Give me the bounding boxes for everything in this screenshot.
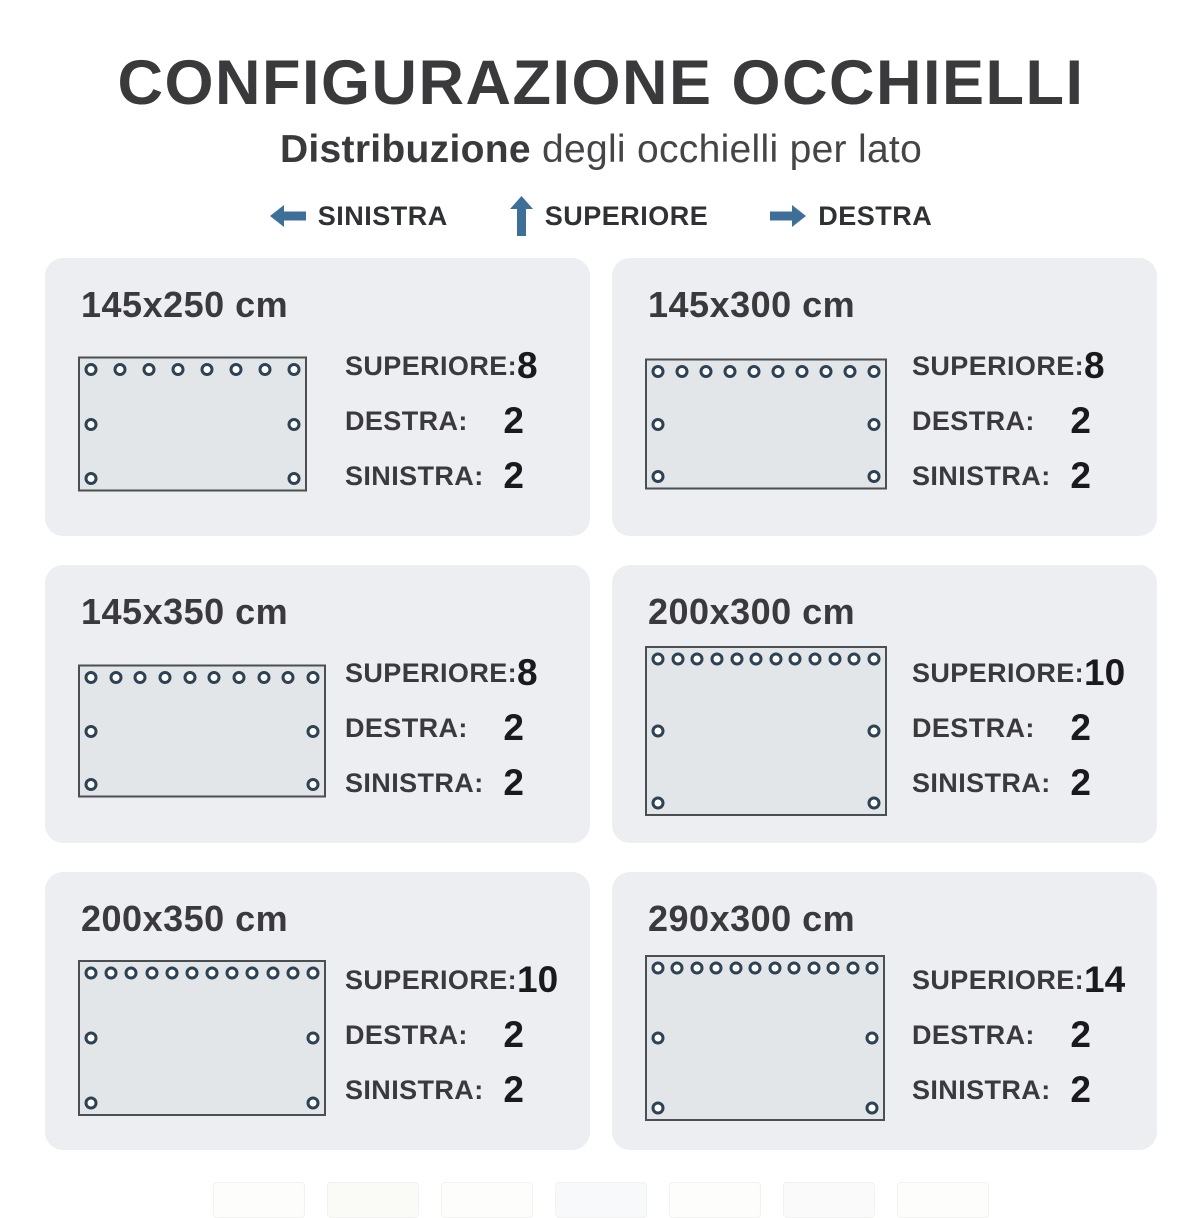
grommet-dot	[828, 653, 841, 666]
grommet-dot	[114, 363, 127, 376]
grommet-dot	[848, 653, 861, 666]
size-label: 145x250 cm	[81, 284, 289, 325]
stat-row-destra	[912, 1014, 1091, 1056]
stat-row-superiore	[912, 344, 1105, 387]
grommet-dot	[286, 967, 299, 980]
stat-value-destra: 2	[503, 706, 524, 748]
grommet-dot	[85, 1097, 98, 1110]
grommet-dot	[134, 671, 147, 684]
grommet-dot	[671, 962, 684, 975]
stat-value-destra: 2	[1070, 706, 1091, 748]
tarp-diagram	[78, 357, 307, 492]
grommet-dot	[866, 962, 879, 975]
stat-value-superiore: 10	[1084, 651, 1126, 693]
grommet-dot	[288, 363, 301, 376]
arrow-right-icon	[770, 203, 806, 229]
grommet-dot	[259, 363, 272, 376]
stat-value-superiore: 8	[517, 344, 538, 386]
tarp-diagram	[645, 955, 885, 1121]
grommet-dot	[749, 962, 762, 975]
card-body	[45, 320, 590, 528]
grommet-stats	[345, 344, 538, 497]
stat-label-destra: DESTRA:	[345, 405, 468, 436]
grommet-dot	[652, 725, 665, 738]
size-label: 145x350 cm	[81, 591, 289, 632]
stat-label-destra: DESTRA:	[912, 405, 1035, 436]
grommet-dot	[652, 1102, 665, 1115]
tarp-diagram	[78, 960, 326, 1116]
stat-value-superiore: 8	[517, 651, 538, 693]
grommet-dot	[868, 797, 881, 810]
size-card	[612, 258, 1157, 536]
grommet-dot	[729, 962, 742, 975]
legend-label: SINISTRA	[317, 200, 448, 231]
grommet-dot	[750, 653, 763, 666]
grommet-dot	[85, 363, 98, 376]
grommet-dot	[165, 967, 178, 980]
grommet-dot	[671, 653, 684, 666]
stat-label-superiore: SUPERIORE:	[912, 657, 1085, 688]
stat-label-destra: DESTRA:	[912, 1019, 1035, 1050]
grommet-dot	[85, 671, 98, 684]
stat-value-sinistra: 2	[1070, 454, 1091, 496]
grommet-dot	[844, 365, 857, 378]
stat-value-superiore: 8	[1084, 344, 1105, 386]
gallery-thumbnail[interactable]	[327, 1182, 419, 1218]
grommet-dot	[206, 967, 219, 980]
size-card	[612, 872, 1157, 1150]
grommet-dot	[109, 671, 122, 684]
size-label: 200x350 cm	[81, 898, 289, 939]
gallery-thumbnail-strip	[0, 1182, 1202, 1218]
stat-value-sinistra: 2	[503, 454, 524, 496]
stat-label-sinistra: SINISTRA:	[912, 1074, 1051, 1105]
grommet-dot	[266, 967, 279, 980]
grommet-dot	[85, 1032, 98, 1045]
grommet-dot	[866, 1032, 879, 1045]
grommet-dot	[246, 967, 259, 980]
size-card	[612, 565, 1157, 843]
grommet-dot	[730, 653, 743, 666]
grommet-dot	[257, 671, 270, 684]
grommet-dot	[768, 962, 781, 975]
size-label: 290x300 cm	[648, 898, 856, 939]
grommet-dot	[145, 967, 158, 980]
stat-value-destra: 2	[503, 1013, 524, 1055]
subtitle-bold: Distribuzione	[279, 128, 531, 172]
grommet-dot	[868, 365, 881, 378]
grommet-dot	[788, 962, 801, 975]
grommet-dot	[796, 365, 809, 378]
legend-label: DESTRA	[818, 200, 933, 231]
grommet-dot	[676, 365, 689, 378]
stat-row-superiore	[345, 651, 538, 694]
grommet-dot	[85, 418, 98, 431]
grommet-dot	[125, 967, 138, 980]
stat-value-destra: 2	[1070, 1013, 1091, 1055]
stat-label-superiore: SUPERIORE:	[345, 657, 518, 688]
stat-value-destra: 2	[1070, 399, 1091, 441]
grommet-dot	[691, 653, 704, 666]
grommet-dot	[183, 671, 196, 684]
grommet-dot	[809, 653, 822, 666]
grommet-dot	[233, 671, 246, 684]
size-card	[45, 565, 590, 843]
grommet-dot	[652, 470, 665, 483]
size-label: 145x300 cm	[648, 284, 856, 325]
stat-label-sinistra: SINISTRA:	[345, 767, 484, 798]
gallery-thumbnail[interactable]	[669, 1182, 761, 1218]
stat-row-superiore	[912, 958, 1126, 1001]
legend-item-superiore	[510, 196, 709, 236]
stat-value-sinistra: 2	[1070, 761, 1091, 803]
grommet-dot	[868, 470, 881, 483]
card-body	[612, 934, 1157, 1142]
grommet-dot	[85, 472, 98, 485]
grommet-dot	[307, 778, 320, 791]
grommet-dot	[652, 962, 665, 975]
card-body	[612, 627, 1157, 835]
stat-label-superiore: SUPERIORE:	[912, 964, 1085, 995]
legend	[0, 196, 1202, 236]
grommet-dot	[652, 418, 665, 431]
stat-value-sinistra: 2	[1070, 1068, 1091, 1110]
grommet-stats	[912, 651, 1126, 804]
stat-label-superiore: SUPERIORE:	[345, 350, 518, 381]
stat-label-sinistra: SINISTRA:	[345, 460, 484, 491]
grommet-dot	[282, 671, 295, 684]
grommet-dot	[288, 418, 301, 431]
grommet-dot	[85, 778, 98, 791]
grommet-dot	[288, 472, 301, 485]
grommet-dot	[143, 363, 156, 376]
grommet-dot	[185, 967, 198, 980]
grommet-dot	[820, 365, 833, 378]
grommet-dot	[652, 653, 665, 666]
grommet-dot	[652, 797, 665, 810]
stat-row-superiore	[345, 958, 559, 1001]
gallery-thumbnail[interactable]	[555, 1182, 647, 1218]
stat-row-sinistra	[912, 1069, 1091, 1111]
stat-value-superiore: 10	[517, 958, 559, 1000]
grommet-dot	[700, 365, 713, 378]
cards-grid	[45, 258, 1157, 1150]
grommet-stats	[912, 344, 1105, 497]
grommet-dot	[724, 365, 737, 378]
stat-row-sinistra	[912, 455, 1091, 497]
tarp-diagram	[78, 665, 326, 798]
arrow-up-icon	[510, 196, 533, 236]
grommet-dot	[710, 653, 723, 666]
gallery-thumbnail[interactable]	[783, 1182, 875, 1218]
grommet-dot	[307, 671, 320, 684]
legend-item-sinistra	[270, 201, 448, 232]
stat-value-sinistra: 2	[503, 761, 524, 803]
stat-value-destra: 2	[503, 399, 524, 441]
gallery-thumbnail[interactable]	[897, 1182, 989, 1218]
stat-row-superiore	[912, 651, 1126, 694]
grommet-dot	[208, 671, 221, 684]
grommet-dot	[868, 418, 881, 431]
stat-row-destra	[345, 400, 524, 442]
stat-label-superiore: SUPERIORE:	[345, 964, 518, 995]
grommet-dot	[201, 363, 214, 376]
grommet-stats	[912, 958, 1126, 1111]
tarp-diagram	[645, 359, 887, 490]
grommet-dot	[866, 1102, 879, 1115]
grommet-dot	[226, 967, 239, 980]
grommet-dot	[307, 967, 320, 980]
grommet-dot	[172, 363, 185, 376]
card-body	[612, 320, 1157, 528]
size-card	[45, 258, 590, 536]
stat-label-sinistra: SINISTRA:	[912, 460, 1051, 491]
stat-row-sinistra	[345, 1069, 524, 1111]
stat-row-destra	[912, 400, 1091, 442]
grommet-dot	[868, 725, 881, 738]
gallery-thumbnail[interactable]	[213, 1182, 305, 1218]
page-subtitle	[0, 128, 1202, 172]
grommet-dot	[846, 962, 859, 975]
stat-value-sinistra: 2	[503, 1068, 524, 1110]
grommet-dot	[230, 363, 243, 376]
arrow-left-icon	[270, 203, 306, 229]
page-title: CONFIGURAZIONE OCCHIELLI	[117, 48, 1085, 118]
tarp-diagram	[645, 646, 887, 816]
grommet-dot	[868, 653, 881, 666]
grommet-dot	[652, 365, 665, 378]
grommet-dot	[772, 365, 785, 378]
grommet-dot	[690, 962, 703, 975]
stat-row-superiore	[345, 344, 538, 387]
stat-row-sinistra	[912, 762, 1091, 804]
grommet-dot	[159, 671, 172, 684]
grommet-dot	[652, 1032, 665, 1045]
stat-value-superiore: 14	[1084, 958, 1126, 1000]
stat-row-destra	[912, 707, 1091, 749]
grommet-dot	[748, 365, 761, 378]
grommet-dot	[307, 1097, 320, 1110]
stat-label-destra: DESTRA:	[345, 1019, 468, 1050]
stat-label-superiore: SUPERIORE:	[912, 350, 1085, 381]
legend-item-destra	[770, 201, 932, 232]
grommet-dot	[807, 962, 820, 975]
stat-label-sinistra: SINISTRA:	[912, 767, 1051, 798]
stat-label-destra: DESTRA:	[912, 712, 1035, 743]
subtitle-rest: degli occhielli per lato	[530, 128, 923, 172]
card-body	[45, 934, 590, 1142]
grommet-dot	[85, 725, 98, 738]
grommet-dot	[769, 653, 782, 666]
grommet-dot	[85, 967, 98, 980]
grommet-dot	[789, 653, 802, 666]
stat-label-destra: DESTRA:	[345, 712, 468, 743]
grommet-dot	[827, 962, 840, 975]
grommet-dot	[307, 725, 320, 738]
card-body	[45, 627, 590, 835]
size-label: 200x300 cm	[648, 591, 856, 632]
grommet-dot	[710, 962, 723, 975]
stat-row-destra	[345, 707, 524, 749]
grommet-dot	[105, 967, 118, 980]
stat-row-sinistra	[345, 762, 524, 804]
grommet-stats	[345, 958, 559, 1111]
gallery-thumbnail[interactable]	[441, 1182, 533, 1218]
grommet-stats	[345, 651, 538, 804]
grommet-dot	[307, 1032, 320, 1045]
stat-row-destra	[345, 1014, 524, 1056]
size-card	[45, 872, 590, 1150]
stat-row-sinistra	[345, 455, 524, 497]
legend-label: SUPERIORE	[544, 200, 709, 231]
stat-label-sinistra: SINISTRA:	[345, 1074, 484, 1105]
header	[0, 0, 1202, 236]
